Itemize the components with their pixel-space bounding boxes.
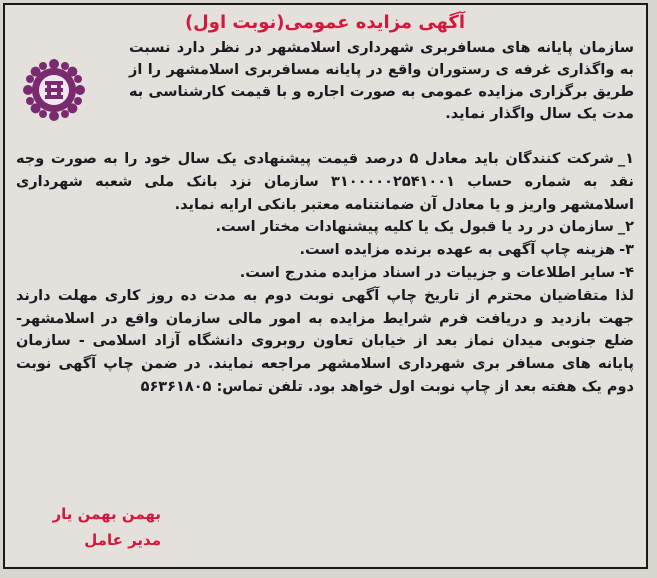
notice-intro [129, 37, 634, 125]
phone-label: تلفن تماس: [216, 378, 303, 395]
item-number: ۳- [619, 242, 634, 259]
notice-frame [3, 3, 648, 569]
item-text: سازمان در رد یا قبول یک یا کلیه پیشنهادات مختار است. [215, 219, 614, 236]
municipality-emblem-icon [21, 57, 87, 123]
intro-text: سازمان پایانه های مسافربری شهرداری اسلامشهر در نظر دارد نسبت به واگذاری غرفه ی رستوران واقع در پایانه مسافربری اسلامشهر را از طریق برگزاری مزایده عمومی به صورت اجاره و با قیمت کارشناسی به مدت یک سال واگذار نماید. [129, 40, 634, 122]
item-text: شرکت کنندگان باید معادل ۵ درصد قیمت پیشنهادی یک سال خود را به صورت وجه نقد به شماره حساب ۳۱۰۰۰۰۰۲۵۴۱۰۰۱ سازمان نزد بانک ملی شعبه شهرداری اسلامشهر واریز و یا معادل آن ضمانتنامه معتبر بانکی ارایه نماید. [16, 151, 634, 213]
phone-number: ۵۶۳۶۱۸۰۵ [140, 378, 212, 395]
closing-paragraph [16, 285, 634, 399]
signature-block [21, 501, 161, 553]
list-item [16, 148, 634, 216]
list-item [16, 216, 634, 239]
item-number: ۱_ [617, 151, 634, 167]
list-item [16, 239, 634, 262]
item-text: هزینه چاپ آگهی به عهده برنده مزایده است. [299, 242, 616, 259]
notice-body [16, 148, 634, 399]
signature-name: بهمن بهمن یار [52, 505, 161, 523]
closing-text: لذا متقاضیان محترم از تاریخ چاپ آگهی نوبت دوم به مدت ده روز کاری مهلت دارند جهت بازدید و دریافت فرم شرایط مزایده به امور مالی سازمان واقع در اسلامشهر- ضلع جنوبی میدان نماز بعد از خیابان تعاون روبروی دانشگاه آزاد اسلامی - سازمان پایانه های مسافر بری شهرداری اسلامشهر مراجعه نمایند. در ضمن چاپ آگهی نوبت دوم یک هفته بعد از چاپ نوبت اول خواهد بود. [16, 287, 634, 395]
item-number: ۲_ [617, 219, 634, 236]
item-text: سایر اطلاعات و جزییات در اسناد مزایده مندرج است. [239, 264, 616, 281]
signature-title: مدیر عامل [84, 531, 161, 549]
list-item [16, 262, 634, 285]
notice-title: آگهی مزایده عمومی(نوبت اول) [184, 12, 466, 33]
item-number: ۴- [619, 264, 634, 281]
